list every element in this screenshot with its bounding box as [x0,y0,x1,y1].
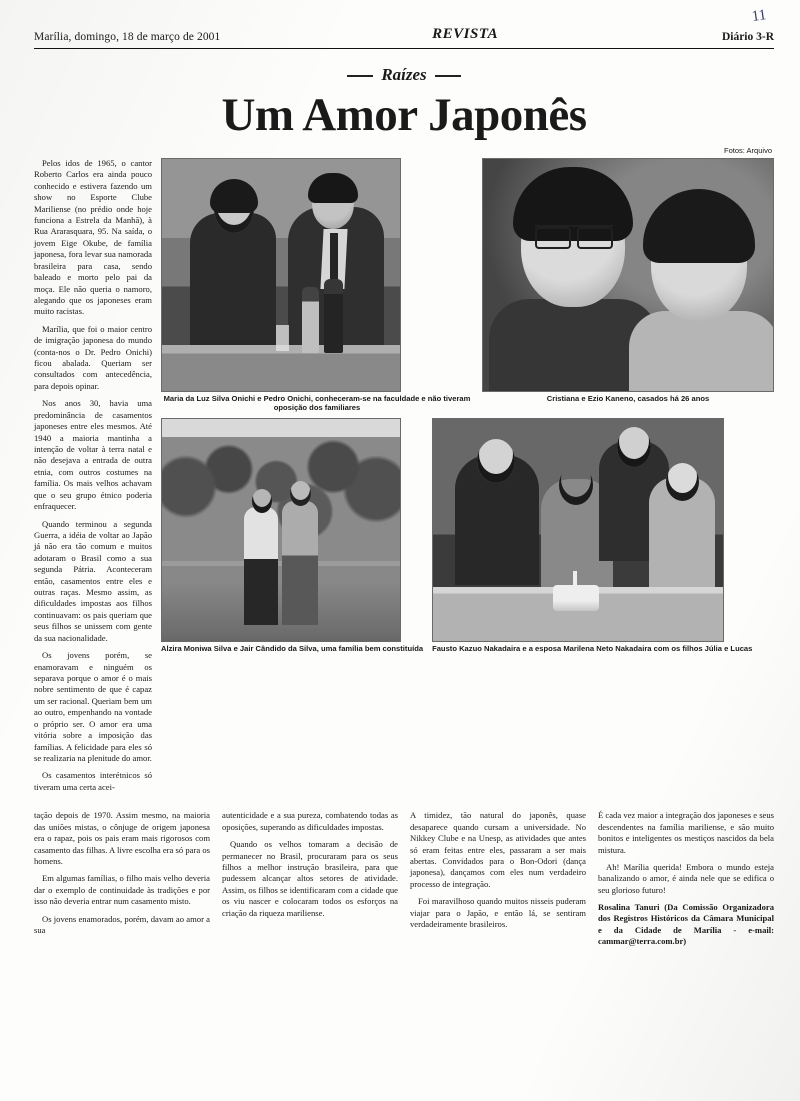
masthead [34,7,774,49]
photo-row-bottom [161,418,774,653]
body-paragraph: Quando os velhos tomaram a decisão de permanecer no Brasil, procuraram para os seus filhos a melhor instrução brasileira, para que pudessem alcançar altos setores de atividade. Assim, os filhos se identificaram com a cidade que os viu nascer e colocaram todos os esforços na criação da riqueza mariliense. [222,839,398,918]
lead-paragraph: Os casamentos interétnicos só tiveram uma certa acei- [34,770,152,792]
photo-row-top [161,158,774,412]
body-column-4 [598,810,774,947]
photo-onichi-couple [161,158,401,392]
photo-caption: Cristiana e Ezio Kaneno, casados há 26 anos [546,393,710,403]
page-title: Um Amor Japonês [221,89,587,141]
lead-paragraph: Pelos idos de 1965, o cantor Roberto Carlos era ainda pouco conhecido e estivera fazendo um show no Esporte Clube Mariliense (no prédio onde hoje funciona a Estrela da Manhã), à Rua Ararasquara, 95. Na saída, o jovem Eige Okube, de família japonesa, fora levar sua namorada brasileira para casa, sendo baleado e morto pelo pai da moça. Ele não queria o namoro, alegando que os japoneses eram muito racistas. [34,157,152,317]
lead-paragraph: Marília, que foi o maior centro de imigração japonesa do mundo (conta-nos o Dr. Pedro Onichi) ficou abalada. Queriam ser consultados com antecedência, para depois opinar. [34,323,152,391]
figure-nakadaira-family [432,418,752,653]
body-columns [34,810,774,947]
photo-caption: Alzira Moniwa Silva e Jair Cândido da Silva, uma família bem constituída [161,644,424,654]
body-column-1 [34,810,210,947]
body-paragraph: Em algumas famílias, o filho mais velho deveria dar o exemplo de continuidade às tradições e por isso não deveria entrar num casamento misto. [34,873,210,907]
photo-caption: Maria da Luz Silva Onichi e Pedro Onichi, conheceram-se na faculdade e não tiveram oposição dos familiares [163,393,471,412]
photo-credit: Fotos: Arquivo [724,145,772,155]
handwritten-page-number: 11 [750,7,767,25]
photo-kaneno-couple [482,158,774,392]
body-paragraph: tação depois de 1970. Assim mesmo, na maioria das uniões mistas, o cônjuge de origem japonesa era o rapaz, pois os pais eram mais rigorosos com casamento das filhas. A livre escolha era só para os homens. [34,810,210,866]
body-column-2 [222,810,398,947]
body-paragraph: É cada vez maior a integração dos japoneses e seus descendentes na família mariliense, e são muito bonitos e inteligentes os mestiços nascidos da bela mistura. [598,810,774,855]
kicker-wrap [34,65,774,87]
lead-paragraph: Os jovens porém, se enamoravam e ninguém os separava porque o amor é o mais nobre sentimento de que é capaz um ser racional. Queriam bem um ao outro, empenhando na vontade o próprio ser. O amor era uma vitória sobre a imposição das famílias. A felicidade para eles só se realizaria na plenitude do amor. [34,650,152,763]
photo-caption: Fausto Kazuo Nakadaira e a esposa Marilena Neto Nakadaira com os filhos Júlia e Lucas [432,644,753,654]
figure-kaneno-couple [482,158,774,412]
photo-moniwa-silva-couple [161,418,401,642]
lead-paragraph: Nos anos 30, havia uma predominância de casamentos japoneses entre eles mesmos. Até 1940 a maioria mantinha a intenção de voltar à terra natal e não desejava a entrada de outra etnia, com outros costumes na família. Os mais velhos achavam que o seu grupo étnico poderia enfraquecer. [34,398,152,512]
body-paragraph: Foi maravilhoso quando muitos nisseis puderam viajar para o Japão, e então lá, se sentiram verdadeiramente brasileiros. [410,896,586,930]
article-kicker: Raízes [377,65,430,85]
body-paragraph: A timidez, tão natural do japonês, quase desaparece quando cursam a universidade. No Nikkey Clube e na Unesp, as atividades que antes só eram feitas entre eles, passaram a ser mais abertas. Convidados para o Bon-Odori (dança japonesa), dançamos com eles num verdadeiro processo de integração. [410,810,586,889]
body-column-3 [410,810,586,947]
article-byline: Rosalina Tanuri (Da Comissão Organizadora dos Registros Históricos da Câmara Municipal e da Cidade de Marília - e-mail: cammar@terra.com.br) [598,902,774,946]
masthead-date: Marília, domingo, 18 de março de 2001 [34,31,221,43]
photo-area [161,158,774,653]
masthead-section: REVISTA [432,26,499,42]
lead-paragraph: Quando terminou a segunda Guerra, a idéia de voltar ao Japão já não era tão comum e muitos adotaram o Brasil como a sua segunda Pátria. Aconteceram então, casamentos entre eles e outras raças. Mesmo assim, as dificuldades impostas aos filhos continuavam: os pais queriam que seus filhos se unissem com gente da sua nacionalidade. [34,518,152,643]
article-sheet [34,7,774,1071]
masthead-publication: Diário 3-R [721,31,774,43]
photo-nakadaira-family [432,418,724,642]
figure-onichi-couple [161,158,473,412]
lead-column [34,158,152,799]
figure-moniwa-silva-couple [161,418,423,653]
body-paragraph: Ah! Marília querida! Embora o mundo esteja banalizando o amor, é ainda nele que se edifica o seu glorioso futuro! [598,861,774,895]
top-zone [34,158,774,799]
body-paragraph: Os jovens enamorados, porém, davam ao amor a sua [34,913,210,936]
body-paragraph: autenticidade e a sua pureza, combatendo todas as oposições, superando as dificuldades impostas. [222,810,398,832]
